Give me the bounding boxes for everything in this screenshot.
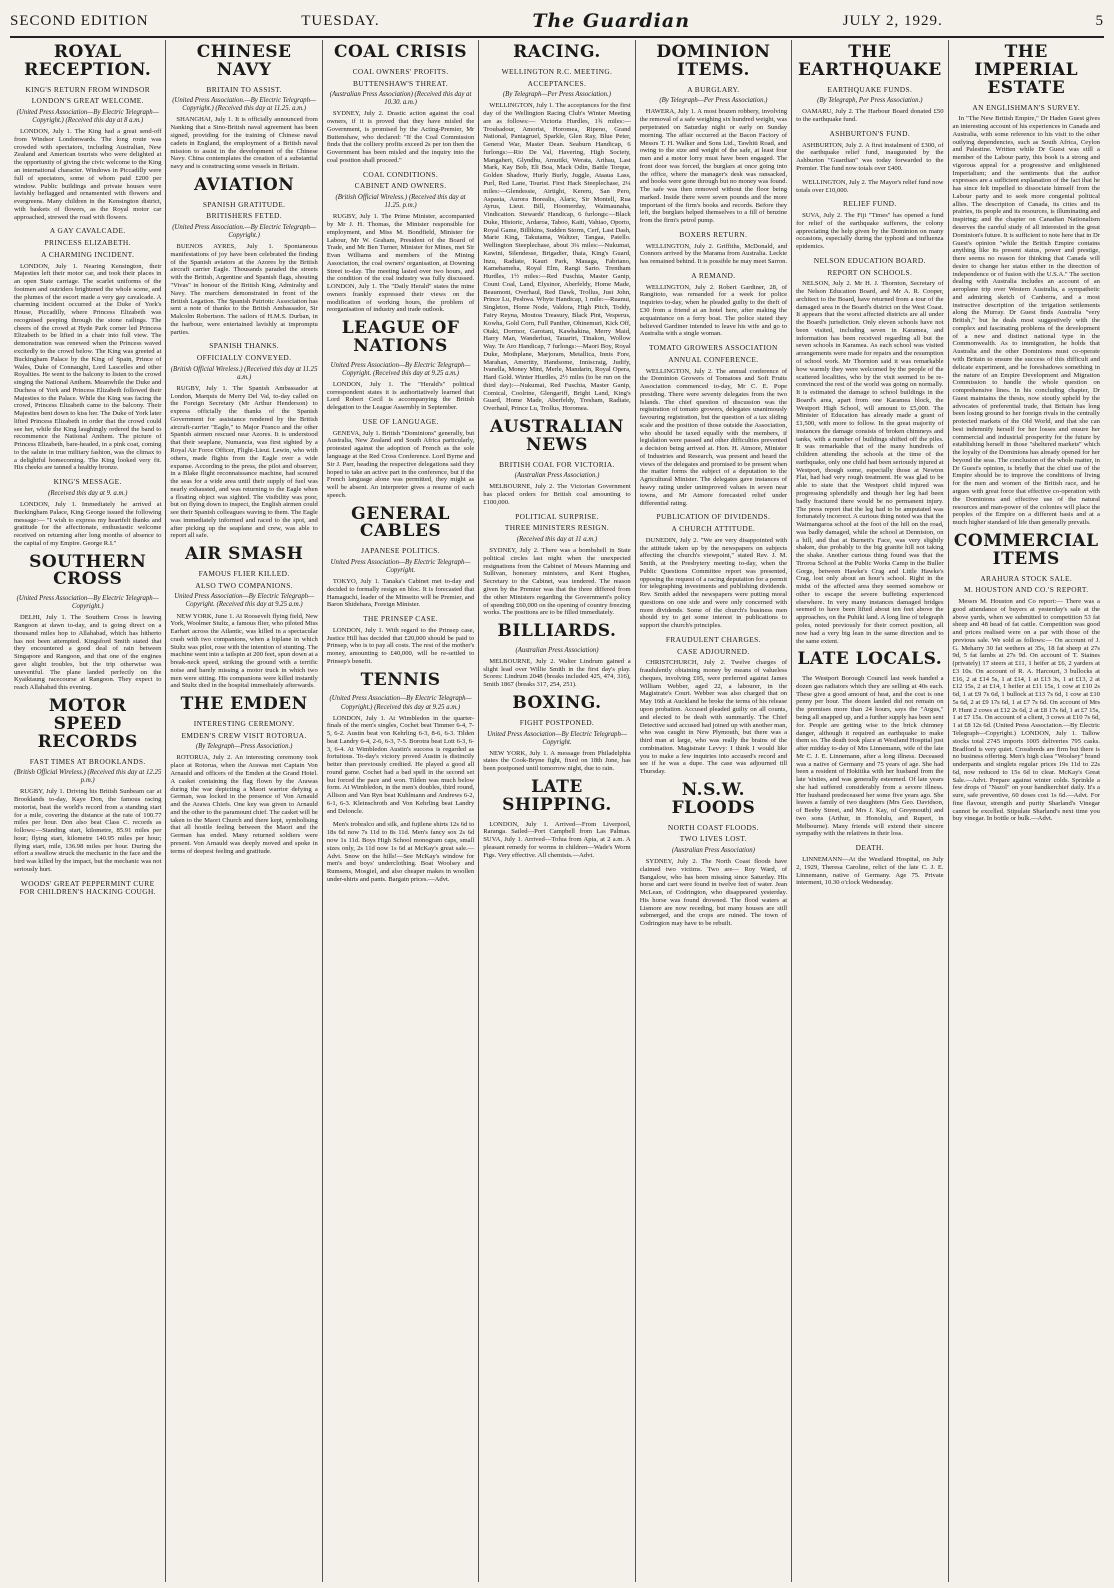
- article-body: NEW YORK, July 1. A message from Philadelphia states the Cook-Bryne fight, fixed on 18th June, has been postponed until tomorrow night, due to rain.: [483, 749, 631, 773]
- article-source-line: (By Telegraph—Per Press Association.): [659, 97, 768, 105]
- article-body: SYDNEY, July 2. Drastic action against the coal owners, if it is proved that they have misled the Government, is promised by the Acting-Premier, Mr Buttenshaw, who declared: "If the Coal Commission finds that the colliery profits exceed 2s per ton then the Government has been misled and the inquiry into the coal position shall proceed.": [326, 110, 475, 164]
- article: [953, 44, 1100, 527]
- article-body: OAMARU, July 2. The Harbour Board donated £50 to the earthquake fund.: [796, 108, 944, 124]
- article: [796, 200, 943, 251]
- article-body: HAWERA, July 1. A most brazen robbery, involving the removal of a safe weighing six hundred weight, was perpetrated on Saturday night or early on Sunday morning. The affair occurred at the Bacon Factory of Messrs T. H. Walker and Sons Ltd., Tawhiti Road, and owing to the size and weight of the safe, at least four men and a motor lorry must have been engaged. The front door was forced, the burglars at once going into the office, where the manager's desk was ransacked, and hooks were gone through but no money was found. The safe was then removed without the floor being marked. Inside there were seven pounds and the more important of the firm's books and records. Before they left, the burglars helped themselves to a fill of benzine from the firm's petrol pump.: [639, 108, 788, 225]
- article-subheading: COAL CONDITIONS.: [363, 169, 439, 179]
- article-body: NELSON, July 2. Mr H. J. Thornton, Secretary of the Nelson Education Board, and Mr A. R. Cooper, architect to the Board, have returned from a tour of the damaged area in the Board's district on the West Coast. It appears that the worst affected districts are all under the Board's jurisdiction. Only eleven schools have not been visited, including seven in Karamea, and information has been received regarding all but the seven schools in Karamea. As each school was visited arrangements were made for repairs and the resumption of school work. Mr Thornton said it was remarkable how warmly they were welcomed by the people of the scattered localities, who by the visit seemed to be re-convinced the rest of the world was going on normally. It is estimated the damage to school buildings in the Board's area, apart from one Karamea block, the Westport High School, will amount to £5,000. The Minister of Education has already made a grant of £1,500, with more to follow. In the great majority of instances the damage consists of broken chimneys and tanks, with a number of buildings shifted off the piles. It was remarkable that of the many hundreds of children attending the schools at the time of the earthquake, only one child had been seriously injured at Westport, though some, especially those at Newton Flat, had had very rough treatment. He was glad to be able to state that the Westport child injured was progressing splendidly and though her leg had been badly fractured there would be no permanent injury. The press report that the leg had to be amputated was fortunately incorrect. A curious thing noted was that the Waimangaroa school at the foot of the hill on the road, was badly damaged, while the school at Denniston, on a hill, and that at Burnett's Face, was very slightly shaken, due probably to the big granite hill not taking the shake. Another curious thing found was that the Tiroroa School at the Public Works Camp in the Buller Gorge, between Hawke's Crag and Little Hawke's Crag, lost only about an hour's school. Right in the midst of the affected area they seemed somehow or other to escape the severe buffeting experienced elsewhere. In very many instances damaged bridges seemed to have been lifted about ten feet above the approaches, on the Puhiki land. A long line of telegraph poles, noted previously for their correct position, all now had a very big lean in the same direction and to the same extent.: [796, 280, 944, 645]
- article-source-line: (Australian Press Association): [515, 646, 599, 654]
- article-source-line: (Australian Press Association): [671, 847, 755, 855]
- article-subheading: A GAY CAVALCADE.: [49, 226, 126, 236]
- article-body: Messrs M. Houston and Co report:— There was a good attendance of buyers at yesterday's sale at the above yards, when we submitted to competition 53 fat sheep and 48 head of fat cattle. Competition was good and prices realised were on a par with those of the previous sale. We sold as follows:— On account of J. G. Meharry 30 fat wethers at 35s, 18 fat sheep at 27s 9d, 5 fat lambs at 27s 9d. On account of T. Staines (privately) 17 steers at £11, 1 heifer at £6, 2 yarders at £3 10s. On account of R. A. Harcourt, 3 bullocks at £16, 2 at £14 5s, 1 at £14, 1 at £13 3s, 1 at £13, 2 at £12 15s, 2 at £14, 1 heifer at £11 15s, 1 cow at £10 2s 6d, 1 at £9 7s 6d, 1 bullock at £13 7s 6d, 1 cow at £10 5s 6d, 2 at £9 17s 6d, 1 at £7 7s 6d. On account of Mrs P. Hunt 2 cows at £12 2s 6d, 2 at £8 17s 6d, 1 at £7 15s, 1 at £7 15s. On account of a client, 3 cows at £10 7s 6d, 1 at £8 12s 6d. (United Press Association.—By Electric Telegraph—Copyright.) LONDON, July 1. Tallow stocks total 2745 imports 1005 deliveries 795 casks. Bradford is very quiet. Crossbreds are firm but there is no business offering. Men's high class "Woolsey" brand underpants and singlets regular prices 19s 11d to 22s 6d, now reduced to 15s 6d to clear. McKay's Great Sale.—Advt. Prepare against winter colds. Sprinkle a few drops of "Nazol" on your handkerchief daily. It's a sure, safe preventive, 60 doses cost 1s 6d.—Advt. For fine flavour, strength and purity Sharland's Vinegar cannot be excelled. Stipulate Sharland's next time you buy vinegar. In bottle or bulk.—Advt.: [952, 598, 1100, 823]
- article-body: RUGBY, July 1. The Spanish Ambassador at London, Marquis de Merry Del Val, to-day called on the Foreign Secretary (Mr Arthur Henderson) to express officially the thanks of the Spanish Government for assistance rendered by the British aircraft-carrier "Eagle," to Major Franco and the other Spanish airmen rescued near Azores. It is understood that their seaplane, Numancia, was first sighted by a Royal Air Force Officer, Flight-Lieut. Lewin, who with others, made flights from the Eagle over a wide expanse. According to the press, the pilot and observer, in a Blake flight reconnaissance machine, had scoured the seas for a wide area until their supply of fuel was nearly exhausted, and was returning to the Eagle when a floating object was sighted. The visibility was poor, but on flying down to inspect, the English airmen could see their Spanish colleagues waving to them. The Eagle was immediately informed and raced to the spot, and after picking up the seaplane and crew, was able to report all safe.: [170, 384, 318, 540]
- article-subheading: KING'S MESSAGE.: [53, 477, 122, 487]
- news-column: [10, 40, 166, 1582]
- article-subheading: WELLINGTON R.C. MEETING.: [501, 66, 613, 76]
- article-subheading: THE PRINSEP CASE.: [363, 614, 438, 624]
- article-source-line: (British Official Wireless.) (Received this day at 11.25 a.m.): [170, 365, 318, 381]
- article-body: LONDON, July 1. Immediately he arrived at Buckingham Palace, King George issued the following message:— "I wish to express my heartfelt thanks and gratitude for the affectionate, enthusiastic welcome received on returning after long months of absence to the capital of my Empire. George R.I.": [14, 501, 162, 547]
- article: [14, 551, 162, 692]
- article: [796, 44, 943, 124]
- article: [14, 478, 161, 547]
- article-source-line: (Received this day at 11 a.m.): [516, 536, 598, 544]
- article: [952, 530, 1100, 823]
- article-headline: MOTOR SPEED RECORDS: [37, 695, 138, 752]
- article-subheading: ANNUAL CONFERENCE.: [668, 354, 759, 364]
- article-subheading: SPANISH GRATITUDE.: [202, 199, 286, 209]
- article: [170, 342, 317, 540]
- article-subheading: EARTHQUAKE FUNDS.: [827, 84, 913, 94]
- article-subheading: LONDON'S GREAT WELCOME.: [31, 96, 144, 106]
- article-source-line: (United Press Association.—By Electric Telegraph—Copyright.): [172, 224, 317, 240]
- article-subheading: A CHARMING INCIDENT.: [41, 249, 135, 259]
- date-label: JULY 2, 1929.: [842, 12, 943, 29]
- day-label: TUESDAY.: [301, 12, 380, 29]
- article-body: In "The New British Empire," Dr Haden Guest gives an interesting account of his experiences in Canada and Australia, with some reference to his visit to the other outlying dependencies, such as South Africa, Ceylon and Palestine. Written while Dr Guest was still a member of the Labour party, this book is a strong and vigorous appeal for a progressive and enlightened Imperialism; and the sentiments that the author expresses are a sufficient explanation of the fact that he has since felt impelled to dissociate himself from the Labour party and to seek more congenial political allies. The description of Canada, its cities and its prairies, its people and its resources, is illuminating and inspiring; and the chapter on Canadian Nationalism deserves the careful study of all interested in the great Dominion's future. It is sufficient to note here that in Dr Guest's opinion "while the British Empire contains anything like its present status, power and prestige, there seems no reason for thinking that Canada will desire to change her status either in the direction of independence or of fusion with the U.S.A." The section dealing with Australia includes an account of an aeroplane trip over Western Australia, a sympathetic and admiring sketch of Canberra, and a most instructive description of the irrigation settlements along the Murray. Dr Guest finds Australia "very British," but he deals most suggestively with the complex and fascinating problems of the development of a new and distinct national type in the Commonwealth. As to immigration, he holds that Australia and the other Dominions must co-operate with Britain to ensure the success of this difficult and delicate experiment, and he foreshadows something in the nature of an Empire Development and Migration Commission to handle the whole question on comprehensive lines. In his concluding chapter, Dr Guest maintains the thesis, now stoutly upheld by the advocates of preferential trade, that Britain has long been losing ground to her foreign rivals in the centrally protected markets of the Old World, and that she can best indemnify herself for her losses and ensure her commercial and industrial prosperity for the future by establishing herself in those "sheltered markets" which the loyalty of the Dominions has already opened for her beyond the seas. The conclusion of the whole matter, in Dr Guest's opinion, is briefly that the chief use of the Empire should be to improve the conditions of living for the men and women of the British race, and he argues with great force that effective co-operation with the Dominions and effective use of the natural resources and man-power of the colonies will place the peoples of the Empire on a different basis and at a much higher standard of life than generally prevails.: [952, 115, 1100, 527]
- article: [640, 344, 787, 507]
- article: [796, 179, 943, 195]
- article-source-line: (British Official Wireless.) (Received this day at 12.25 p.m.): [14, 769, 162, 785]
- article: [327, 320, 474, 412]
- article-body: SYDNEY, July 2. The North Coast floods have claimed two victims. Two are— Roy Ward, of Bangalow, who has been missing since Saturday. His horse and cart were found in twelve feet of water. Jean McLean, of Codrington, who disappeared yesterday. His horse was found drowned. The flood waters at Lismore are now receding, but many houses are still submerged, and the crops are ruined. The town of Codrington may have to be rebuilt.: [639, 858, 788, 928]
- article-subheading: ASHBURTON'S FUND.: [829, 128, 911, 138]
- article-headline: GENERAL CABLES: [351, 503, 450, 542]
- article-body: WELLINGTON, July 2. Griffiths, McDonald, and Connors arrived by the Marama from Australia. Leckie has remained behind. It is possible he may meet Sarron.: [639, 242, 788, 266]
- article: [483, 623, 630, 689]
- article: [327, 171, 474, 314]
- article-body: LONDON, July 1. Arrived—From Liverpool, Raranga. Sailed—Port Campbell from Las Palmas. SUVA, July 1. Arrived—Tofua from Apia, at 2 a.m. A pleasant remedy for worms in children—Wade's Worm Figs. Very effective. All chemists.—Advt.: [483, 820, 631, 859]
- article-source-line: (By Telegraph, Per Press Association.): [817, 97, 923, 105]
- article-source-line: (Australian Press Association) (Received this day at 10.30. a.m.): [329, 91, 472, 107]
- article-subheading: ACCEPTANCES.: [527, 78, 587, 88]
- article-body: SUVA, July 2. The Fiji "Times" has opened a fund for relief of the earthquake sufferers, the colony appreciating the help given by the Dominion on many occasions, especially during the typhoid and influenza epidemics.: [796, 212, 944, 251]
- article-headline: THE EARTHQUAKE: [797, 42, 942, 80]
- article-subheading: FAMOUS FLIER KILLED.: [198, 569, 290, 578]
- article-body: WELLINGTON, July 2. The annual conference of the Dominion Growers of Tomatoes and Soft Fruits Association commenced to-day, Mr C. E. Pope presiding. There were seventy delegates from the two Islands. The chief question of discussion was the registration of tomato growers, delegates unanimously favouring registration, but the question of a tax sliding scale and the position of those outside the Association, who should be taxed equally with the members, if legislation were passed and other difficulties prevented a decision being arrived at. Hon. H. Atmore, Minister of Industries and Research, was present and heard the views of the delegates and promised to be present when the matter forms the subject of a deputation to the Agricultural Minister. The delegates gave instances of heavy rating under unimproved values in seven near towns, and Mr Atmore forecasted relief under differential rating.: [639, 367, 788, 507]
- article-subheading: A BURGLARY.: [687, 84, 740, 94]
- article-body: WELLINGTON, July 2. Robert Gardiner, 28, of Rangitoto, was remanded for a week for police inquiries to-day, when he pleaded guilty to the theft of £30 from a friend at an hotel here, after making the acquaintance on a ferry boat. The police stated they believed Gardiner intended to leave his wife and go to Australia with a single woman.: [639, 283, 788, 338]
- article-headline: LATE LOCALS.: [797, 649, 943, 670]
- article: [640, 636, 787, 776]
- article-body: NEW YORK, June 1. At Roosevelt flying field, New York, Woolmer Stultz, a famous flier, who piloted Miss Earhart across the Atlantic, was killed in a spectacular crash with two companions, when a biplane in which Stultz was pilot, rose with the intention of stunting. The machine went into a tailspin at 200 feet, spun down at a break-neck speed, striking the ground with a terrific noise and barely missing a motor truck in which two men were sitting. His companions were killed instantly and Stultz died in the hospital immediately afterwards.: [170, 612, 318, 690]
- article-subheading: A CHURCH ATTITUDE.: [671, 524, 756, 534]
- news-column: [166, 40, 322, 1582]
- article-subheading: KING'S RETURN FROM WINDSOR: [25, 84, 151, 94]
- article-subheading: TWO LIVES LOST.: [679, 834, 748, 844]
- article-headline: LEAGUE OF NATIONS: [341, 318, 460, 356]
- article-body: MELBOURNE, July 2. The Victorian Government has placed orders for British coal amounting to £100,000.: [483, 483, 631, 506]
- article-subheading: BUTTENSHAW'S THREAT.: [353, 78, 449, 88]
- article-subheading: BOXERS RETURN.: [679, 229, 748, 239]
- article-source-line: (United Press Association—By Electric Telegraph—Copyright.) (Received this day at 8 a.m.): [16, 109, 159, 125]
- article: [796, 651, 943, 838]
- article-subheading: CASE ADJOURNED.: [677, 646, 750, 656]
- article: [483, 513, 630, 617]
- article: [170, 174, 318, 337]
- article-source-line: (British Official Wireless.) (Received this day at 11.25. p.m.): [335, 194, 466, 210]
- article-body: ROTORUA, July 2. An interesting ceremony took place at Rotorua, when the Arawas met Captain Von Arnauld and officers of the Emden at the Grand Hotel. A casket containing the flag flown by the Arawas during the war depicting a Maori warrior defying a German, was locked in the presence of Von Arnauld and the Arawa Chiefs. One key was given to Arnauld and the other to the paramount chief. The casket will be taken to the Maori Church and there kept, symbolising that all hostile feeling between the Maori and the German has ended. Many returned soldiers were present. Von Arnauld was deeply moved and spoke in terms of deepest feeling and gratitude.: [170, 754, 318, 855]
- article-headline: SOUTHERN CROSS: [29, 551, 147, 590]
- masthead: [10, 6, 1104, 38]
- article-subheading: WOODS' GREAT PEPPERMINT CURE FOR CHILDREN'S HACKING COUGH.: [19, 878, 156, 897]
- article-subheading: ALSO TWO COMPANIONS.: [195, 580, 293, 590]
- article: [170, 696, 317, 855]
- newspaper-title: The Guardian: [532, 10, 691, 32]
- article-body: WELLINGTON, July 1. The acceptances for the first day of the Wellington Racing Club's Winter Meeting are as follows:— Victoria Hurdles, 1¾ miles:—Troubadour, Amorist, Horomea, Ripeno, Grand National, Pantagruel, Sparkle, Glen Ray, Blue Peter, General War, Master Dean. Seaburn Handicap, 6 furlongs:—Rio De Val, Havering, High Society, Mangaheri, Glyndhu, Amutiki, Werata, Arihau, Last Mark, Kay Bob, Eli Boa, Mack Odin, Battle Torque, Golden Shadow, Hurly Burly, Juggle, Ataaua Lass, Purl, Red Lane, Tourist. First Hack Steeplechase, 2¼ miles:—Glendessie, Airtight, Kereru, San Pero, Aspasia, Aurora Borealis, Alaric, Sir Montell, Rua Ayrus, Lieut. Bill, Hoomerday, Waimaunaha, Vindication. Stewards' Handicap, 6 furlongs:—Black Duke, Historic, Ardaroa, Taboo, Kaiti, Vahiao, Oporto, Royal Game, Billikins, Sudden Storm, Cerf, Last Dash, Marie King, Takutama, Waltzer, Tangaa, Patello. Wellington Steeplechase, about 3¼ miles:—Nukumai, Kawini, Silendesse, Brigadier, Ihaia, King's Guard, Inzu, Radiate, Kauri Park, Mauaga, Fabriano, Kamehameha, Royal Elm, Rangi Sarto. Trentham Hurdles, 1½ miles:—Red Fuschia, Master Ganip, Count Coal, Land, Elysinor, Aberfeldy, Home Made, Beaumont, Overhaul, Red Dawk, Trollus, Just John, Prince Lu, Peshwa. Whyte Handicap, 1 mile:—Ruanui, Singleton, Home Node, Valdora, High Pitch, Toddy, Fairy Reyna, Moutoa Treasury, Black Pint, Vesperus, Kowha, Gold Corn, Full Panther, Ohinemuri, Kick Off, Otaki, Dormor, Garotani, Kawhakina, Merry Maid, Harry Man, Wanderlust, Tauariri, Tinakon, Wollow Way. Te Aro Handicap, 7 furlongs:—Maori Boy, Royal Duke, Mothplane, Marjoram, Metallica, Innis Fore, Marahan, Ameritty, Handsome, Inniscraig, Judify, Ivanella, Money Mint, Merle, Mandarin, Royal Opera, Hard Gold. Winter Hurdles, 2½ miles (to be run on the third day):—Nukumai, Red Fuschia, Master Ganip, Comical, Coolrine, Glengariff, Bright Land, King's Guard, Home Made, Aberfeldy, Tresham, Radiate, Overhaul, Prince Lu, Trollus, Horomea.: [483, 102, 631, 413]
- article-headline: DOMINION ITEMS.: [656, 42, 771, 80]
- article: [640, 44, 787, 225]
- article-subheading: THREE MINISTERS RESIGN.: [504, 523, 610, 533]
- article-source-line: United Press Association—By Electric Telegraph—Copyright.: [487, 730, 627, 746]
- article: [14, 227, 161, 472]
- article-body: SYDNEY, July 2. There was a bombshell in State political circles last night when the unexpected resignations from the Cabinet of Messrs Manning and Sullivan, honorary ministers, and Kent Hughes, Secretary to the Cabinet, was tendered. The reason given by the Premier was that the three differed from the other Ministers regarding the Government's policy of spending £60,000 on the opening of country freezing works. The positions are to be filled immediately.: [483, 547, 631, 617]
- article-source-line: (Australian Press Association.): [514, 472, 600, 480]
- article-body: DELHI, July 1. The Southern Cross is leaving Rangoon at dawn to-day, and is going direct on a thousand miles hop to Allahabad, which has hitherto has not been attempted. Kingsford Smith stated that they encountered a good deal of rain between Singapore and Rangoon, and that one of the engines gave slight troubles, but the trip otherwise was uneventful. The plane landed perfectly on the Kyaiktaung racecourse at Rangoon. They expect to reach Allahabad this evening.: [14, 614, 162, 692]
- article-source-line: (By Telegraph—Per Press Association.): [502, 91, 612, 99]
- article-subheading: A REMAND.: [691, 270, 736, 280]
- article-headline: N.S.W. FLOODS: [671, 779, 756, 818]
- article-body: BUENOS AYRES, July 1. Spontaneous manifestations of joy have been celebrated the finding of the Spanish aviators at the Azores by the British aircraft carrier Eagle. Thousands paraded the streets with the British, Argentine and Spanish flags, shouting "Vivas" in honour of the British King, Admiralty and Navy. The marchers demonstrated in front of the British Legation. The Spanish Patriotic Association has sent a note of thanks to the British Ambassador, Sir Malcolm Robertson. The sailors of H.M.S. Durban, in the harbour, were entertained lavishly at impromptu parties.: [170, 243, 318, 336]
- article-headline: BILLIARDS.: [497, 621, 617, 642]
- news-column: [323, 40, 479, 1582]
- article-headline: CHINESE NAVY: [196, 42, 292, 80]
- article-subheading: BRITISHERS FETED.: [206, 211, 283, 221]
- article-subheading: DEATH.: [855, 843, 885, 853]
- article-headline: AVIATION: [193, 174, 295, 195]
- article-subheading: PUBLICATION OF DIVIDENDS.: [656, 512, 771, 522]
- article-body: Men's trobralco and silk, and fujilene shirts 12s 6d to 18s 6d now 7s 11d to 8s 11d. Men's fancy sox 2s 6d now 1s 11d. Boys High School monogram caps, small sizes only, 2s 11d now 1s 6d at McKay's great sale.—Advt. Snow on the hills!—See McKay's window for men's and boys' underclothing. Boat Woolsey and Rumsens, Mosgiel, and also cheaper makes in woollen under-shirts and pants. Bargain prices.—Advt.: [326, 821, 475, 883]
- article-headline: RACING.: [513, 42, 601, 62]
- article-headline: ROYAL RECEPTION.: [24, 42, 152, 80]
- article-body: GENEVA, July 1. British "Dominions" generally, but Australia, New Zealand and South Africa particularly, protested against the adoption of French as the sole language at the Red Cross Conference. Lord Byrne and Sir J. Parr, heading the respective delegations said they hoped to take an active part in the conference, but if the French language alone was permitted, they might as well be absent. An interpreter gives a resume of each speech.: [326, 429, 475, 499]
- article: [640, 272, 787, 338]
- article-subheading: OFFICIALLY CONVEYED.: [196, 353, 292, 363]
- article-subheading: TOMATO GROWERS ASSOCIATION: [648, 343, 778, 353]
- article-body: LONDON, July 1. Nearing Kensington, their Majesties left their motor car, and took their places in an open State carriage. The scarlet uniforms of the footmen and outriders brightened the whole scene, and the plumes of the escort made a very gay cavalcade. A charming incident occurred at the Duke of York's House, Piccadilly, where Princess Elizabeth was recognised peeping through the stone railings. The cheers of the crowd at Hyde Park corner led Princess Elizabeth to be lifted in a chair into full view. The demonstration was renewed when the Princess waved excitedly to the crowd below. The King was greeted at Buckingham Palace by the King of Spain, Prince of Wales, Duke of Connaught, Lord Lascelles and other Royalties. He went to the balcony to listen to the crowd singing the National Anthem. Meanwhile the Duke and Duchess of York and Princess Elizabeth followed their Majesties to the Palace. While the King was facing the crowd, Princess Elizabeth came to the balcony. Their Majesties bent down to kiss her. The Duke of York later lifted Princess Elizabeth in order that the crowd could see her, while the King laughingly ordered the band to recommence the National Anthem. The picture of Princess Elizabeth, bare-headed, in a pink coat, coming to the salute in true military fashion, was the climax to a delightful homecoming. The King looked very fit. His cheeks are tanned a healthy bronze.: [14, 262, 162, 472]
- news-column: [949, 40, 1104, 1582]
- article-body: DUNEDIN, July 2. "We are very disappointed with the attitude taken up by the newspapers on subjects affecting the church's viewpoint," stated Rev. J. M. Smith, at the Presbytery meeting to-day, when the Public Questions Committee report was presented, opposing the request of a racing deputation for a permit for telegraphing investments and publishing dividends. Rev. Smith added the newspapers were putting moral questions on one side and were only concerned with more dividends. Some of the church's business men should try to get some interest in publications to support the church's principles.: [639, 536, 788, 630]
- article: [796, 844, 943, 887]
- article-source-line: United Press Association—By Electric Telegraph—Copyright. (Received this day at 9.25 a.m.): [174, 593, 315, 609]
- article: [170, 44, 317, 171]
- article-headline: BOXING.: [512, 692, 602, 713]
- news-column: [636, 40, 792, 1582]
- article-body: MELBOURNE, July 2. Walter Lindrum gained a slight lead over Willie Smith in the first day's play. Scores: Lindrum 2048 (breaks included 425, 474, 316), Smith 1867 (breaks 317, 254, 251).: [483, 657, 631, 689]
- article: [14, 44, 161, 221]
- article-subheading: REPORT ON SCHOOLS.: [827, 267, 913, 277]
- article-subheading: ARAHURA STOCK SALE.: [980, 573, 1073, 583]
- article: [327, 821, 474, 883]
- article-body: ASHBURTON, July 2. A first instalment of £300, of the earthquake relief fund, inaugurated by the Ashburton "Guardian" was today forwarded to the Premier. The fund now totals over £400.: [796, 141, 944, 172]
- article: [483, 692, 631, 773]
- news-column: [792, 40, 948, 1582]
- article-headline: TENNIS: [360, 669, 441, 690]
- article-source-line: United Press Association—By Electric Telegraph—Copyright.: [330, 558, 471, 574]
- article-headline: AIR SMASH: [184, 544, 304, 565]
- article-subheading: M. HOUSTON AND CO.'S REPORT.: [963, 585, 1089, 595]
- article: [640, 231, 787, 266]
- article-subheading: NORTH COAST FLOODS.: [667, 822, 759, 832]
- article: [170, 546, 317, 690]
- article-subheading: SPANISH THANKS.: [209, 341, 279, 351]
- article-body: LINNEMANN—At the Westland Hospital, on July 2, 1929, Theresa Caroline, relict of the late C. J. E. Linnemann, native of Germany. Age 75. Private interment, 10.30 o'clock Wednesday.: [796, 855, 944, 887]
- article: [483, 44, 630, 413]
- article-subheading: USE OF LANGUAGE.: [362, 416, 439, 426]
- article-body: RUGBY, July 1. Driving his British Sunbeam car at Brooklands to-day, Kaye Don, the famous racing motorist, beat the world's record from a standing start for a mile, covering the distance at the rate of 100.77 miles per hour. Don also beat Class C. records as follows:—Standing start, kilometre, 85.91 miles per hour; flying start, kilometre 140.95 miles per hour; flying start, mile, 136.98 miles per hour. During the effort a swallow struck the mechanic in the face and the bird was killed by the impact, but the mechanic was not seriously hurt.: [14, 788, 162, 873]
- article-body: LONDON, July 1. The "Herald's" political correspondent states it is authoritatively learned that Lord Robert Cecil is accompanying the British delegation to the League Assembly in September.: [326, 380, 475, 412]
- article-subheading: JAPANESE POLITICS.: [361, 546, 440, 556]
- news-column: [479, 40, 635, 1582]
- article: [14, 695, 162, 874]
- article-source-line: United Press Association—By Electric Telegraph—Copyright. (Received this day at 9.25 a.m.): [330, 361, 471, 377]
- article: [14, 880, 161, 897]
- article: [639, 779, 788, 928]
- article: [640, 513, 787, 630]
- article-body: LONDON, July 1. With regard to the Prinsep case, Justice Hill has decided that £20,000 should be paid to Prinsep, who is to pay all costs. The rest of the mother's money, amounting to £40,000, will be re-settled to Prinsep's benefit.: [326, 626, 475, 665]
- article-headline: THE EMDEN: [180, 694, 308, 715]
- article-body: SHANGHAI, July 1. It is officially announced from Nanking that a Sino-British naval agreement has been signed, providing for the training of Chinese naval cadets in England, the employment of a British naval mission to assist in the development of the Chinese Navy. China contemplates the creation of a substantial navy and is constructing some vessels in Britain.: [170, 116, 318, 171]
- article-body: WELLINGTON, July 2. The Mayor's relief fund now totals over £10,000.: [796, 178, 944, 194]
- article-subheading: AN ENGLISHMAN'S SURVEY.: [972, 102, 1081, 112]
- columns: [10, 40, 1104, 1582]
- article-body: The Westport Borough Council last week handed a dozen gas radiators which they are selling at 40s each. These give a good amount of heat, and the cost is one penny per hour. The dozen landed did not remain on the premises more than 24 hours, says the "Argus," being all snapped up, and a further supply has been sent for. People are getting wise to the brick chimney danger, although it required an earthquake to make them so. The death took place at Westland Hospital just after midday to-day of Mrs Linnemann, wife of the late Mr C. J. E. Linnemann, after a long illness. Deceased was a native of Germany and 75 years of age. She had been a resident of Hokitika with her husband from the late 'sixties, and was generally esteemed. Of late years she had suffered considerably from a severe illness. Her husband predeceased her some five years ago. She leaves a family of two daughters (Mrs Geo. Davidson, of Beeby Street, and Mrs J. Kay, of Greymouth) and two sons (Arthur, in Honolulu, and Rupert, in Melbourne). Many friends will extend their sincere sympathy with the relatives in their loss.: [796, 675, 944, 838]
- article: [326, 503, 475, 610]
- article: [327, 44, 474, 165]
- article: [796, 257, 943, 645]
- article-headline: THE IMPERIAL ESTATE: [974, 42, 1079, 98]
- edition-label: SECOND EDITION: [10, 12, 149, 29]
- article-subheading: COAL OWNERS' PROFITS.: [352, 66, 449, 76]
- article-subheading: POLITICAL SURPRISE.: [515, 511, 599, 521]
- article-body: TOKYO, July 1. Tanaka's Cabinet met to-day and decided to formally resign en bloc. It is forecasted that Hamaguchi, leader of the Minseito will be Premier, and Baron Shidehara, Foreign Minister.: [326, 578, 475, 609]
- article-subheading: FIGHT POSTPONED.: [519, 717, 595, 727]
- article-subheading: EMDEN'S CREW VISIT ROTORUA.: [181, 730, 307, 740]
- article-source-line: (United Press Association—By Electric Telegraph—Copyright.): [16, 595, 159, 611]
- article-subheading: NELSON EDUCATION BOARD.: [813, 255, 926, 265]
- article-subheading: RELIEF FUND.: [842, 199, 897, 209]
- article-subheading: BRITISH COAL FOR VICTORIA.: [499, 459, 615, 469]
- article-subheading: FRAUDULENT CHARGES.: [665, 634, 761, 644]
- article-source-line: (Received this day at 9. a.m.): [48, 489, 128, 497]
- article-body: LONDON, July 1. The King had a great send-off from Windsor Londonwards. The long route was crowded with spectators, including Australian, New Zealand and American tourists who were delighted at the opportunity of giving the civic welcome to the King an international character. Windows in Piccadilly were full of spectators, some of whom paid £200 per window. Public buildings and private houses were lavishly beflagged and ornamented with flowers and evergreens. Many children in the Kensington district, with baskets of flowers, as the Royal motor car approached, strewed the road with flowers.: [14, 128, 162, 221]
- article-subheading: PRINCESS ELIZABETH.: [44, 238, 131, 248]
- article-subheading: BRITAIN TO ASSIST.: [206, 84, 282, 94]
- article-headline: AUSTRALIAN NEWS: [490, 416, 624, 455]
- article-subheading: FAST TIMES AT BROOKLANDS.: [29, 756, 146, 766]
- article-body: CHRISTCHURCH, July 2. Twelve charges of fraudulently obtaining money by means of valueless cheques, involving £95, were preferred against James William Webber, aged 22, a labourer, in the Magistrate's Court. Webber was also charged that on May 16th at Auckland he broke the terms of his release upon probation. Accused pleaded guilty on all counts, and elected to be dealt with summarily. The Chief Detective said accused had joined up with another man, who was caught in New Plymouth, but there was a third man at large, who was really the brains of the combination. Magistrate Levvy: I think I would like you to make a few inquiries into accused's record and see if he was a dupe. The case was adjourned till Thursday.: [639, 659, 788, 776]
- article-headline: COMMERCIAL ITEMS: [953, 530, 1099, 569]
- article: [796, 130, 943, 173]
- article-headline: COAL CRISIS: [334, 42, 468, 62]
- article-source-line: (United Press Association.—By Electric Telegraph—Copyright.) (Received this day at 11.25. a.m.): [172, 97, 317, 113]
- article-source-line: (By Telegraph—Press Association.): [195, 743, 293, 751]
- article-headline: LATE SHIPPING.: [502, 776, 612, 815]
- article: [483, 416, 631, 507]
- article: [483, 776, 631, 860]
- article: [327, 615, 474, 666]
- article-subheading: CABINET AND OWNERS.: [354, 181, 447, 191]
- article-subheading: INTERESTING CEREMONY.: [193, 719, 295, 728]
- page-number: 5: [1095, 12, 1104, 29]
- article-source-line: (United Press Association—By Electric Telegraph—Copyright.) (Received this day at 9.25 a.m.): [329, 695, 472, 711]
- article: [327, 418, 474, 500]
- article-body: LONDON, July 1. At Wimbledon in the quarter-finals of the men's singles, Cochet beat Timmer 6-4, 7-5, 6-2. Austin beat von Kehrling 6-3, 8-6, 6-3. Tilden beat Landry 6-4, 2-6, 6-3, 7-5. Borotra beat Lott 6-3, 6-3, 6-4. At Wimbledon Austin's success is regarded as fortuitous. To-day's victory proved Austin is distinctly better than previously credited. He played a good all round game. Cochet had a bad spell in the second set but forced the pace and won. Tilden was much below form. At Wimbledon, in the men's doubles, third round, Allison and Van Ryn beat Kuhlmann and Andrews 6-2, 6-1, 6-3. Kleinschroth and Von Kehrling beat Landry and Deloncle.: [326, 714, 475, 815]
- article-body: RUGBY, July 1. The Prime Minister, accompanied by Mr J. H. Thomas, the Minister responsible for employment, and Miss M. Bondfield, Minister for Labour, Mr W. Graham, President of the Board of Trade, and Mr Ben Turner, Minister for Mines, met Sir Evan Williams and members of the Mining Association, the coal owners' organisation, at Downing Street to-day. The meeting lasted over two hours, and the condition of the coal industry was fully discussed. LONDON, July 1. The "Daily Herald" states the mine owners frankly expressed their views on the modification of working hours, the problem of reorganisation of industry and trade outlook.: [326, 213, 475, 314]
- article: [326, 669, 475, 816]
